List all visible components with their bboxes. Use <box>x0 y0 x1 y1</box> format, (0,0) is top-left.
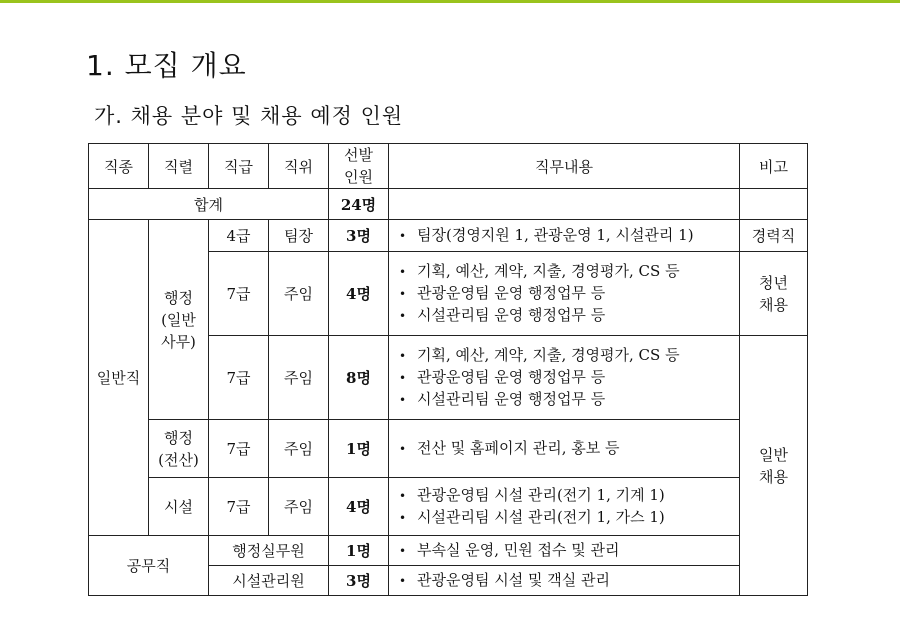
position-cell: 주임 <box>269 420 329 478</box>
count-cell: 3명 <box>329 220 389 252</box>
position-cell: 주임 <box>269 252 329 336</box>
position-cell: 주임 <box>269 478 329 536</box>
count-cell: 3명 <box>329 566 389 596</box>
header-grade: 직급 <box>209 144 269 189</box>
section-title: 1. 모집 개요 <box>86 49 247 82</box>
header-position: 직위 <box>269 144 329 189</box>
grade-cell: 4급 <box>209 220 269 252</box>
table-row <box>89 220 808 252</box>
series-admin-staff: 행정실무원 <box>209 536 329 566</box>
duty-cell: • 팀장(경영지원 1, 관광운영 1, 시설관리 1) <box>389 220 740 252</box>
type-civil: 공무직 <box>89 536 209 596</box>
count-cell: 8명 <box>329 336 389 420</box>
table-row <box>89 420 808 478</box>
duty-cell: • 관광운영팀 시설 관리(전기 1, 기계 1) • 시설관리팀 시설 관리(전기 1, 가스 1) <box>389 478 740 536</box>
total-label: 합계 <box>89 189 329 220</box>
series-facility: 시설 <box>149 478 209 536</box>
count-cell: 1명 <box>329 536 389 566</box>
duty-cell: • 부속실 운영, 민원 접수 및 관리 <box>389 536 740 566</box>
duty-cell: • 관광운영팀 시설 및 객실 관리 <box>389 566 740 596</box>
top-accent-rule <box>0 0 900 3</box>
header-row <box>89 144 808 189</box>
header-series: 직렬 <box>149 144 209 189</box>
duty-cell: • 기획, 예산, 계약, 지출, 경영평가, CS 등 • 관광운영팀 운영 행정업무 등 • 시설관리팀 운영 행정업무 등 <box>389 252 740 336</box>
table-row <box>89 536 808 566</box>
count-cell: 4명 <box>329 252 389 336</box>
note-experienced: 경력직 <box>740 220 808 252</box>
total-count: 24명 <box>329 189 389 220</box>
grade-cell: 7급 <box>209 252 269 336</box>
total-note-empty <box>740 189 808 220</box>
total-row <box>89 189 808 220</box>
count-cell: 1명 <box>329 420 389 478</box>
grade-cell: 7급 <box>209 336 269 420</box>
series-admin: 행정 (일반 사무) <box>149 220 209 420</box>
position-cell: 팀장 <box>269 220 329 252</box>
recruitment-table <box>88 143 808 596</box>
type-general: 일반직 <box>89 220 149 536</box>
total-duty-empty <box>389 189 740 220</box>
header-note: 비고 <box>740 144 808 189</box>
table-row <box>89 478 808 536</box>
series-it: 행정 (전산) <box>149 420 209 478</box>
note-general: 일반 채용 <box>740 336 808 596</box>
header-count: 선발 인원 <box>329 144 389 189</box>
series-facility-staff: 시설관리원 <box>209 566 329 596</box>
count-cell: 4명 <box>329 478 389 536</box>
duty-cell: • 기획, 예산, 계약, 지출, 경영평가, CS 등 • 관광운영팀 운영 행정업무 등 • 시설관리팀 운영 행정업무 등 <box>389 336 740 420</box>
header-type: 직종 <box>89 144 149 189</box>
grade-cell: 7급 <box>209 420 269 478</box>
position-cell: 주임 <box>269 336 329 420</box>
duty-cell: • 전산 및 홈페이지 관리, 홍보 등 <box>389 420 740 478</box>
grade-cell: 7급 <box>209 478 269 536</box>
header-duties: 직무내용 <box>389 144 740 189</box>
section-subtitle: 가. 채용 분야 및 채용 예정 인원 <box>94 104 404 128</box>
note-youth: 청년 채용 <box>740 252 808 336</box>
